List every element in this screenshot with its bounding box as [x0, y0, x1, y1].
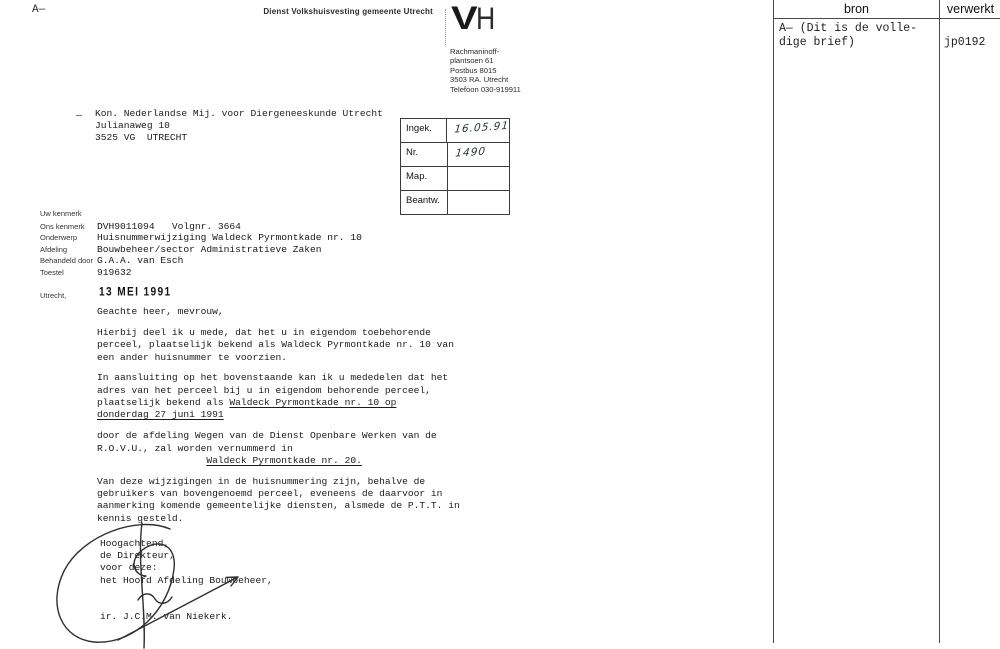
- sender-address-line: Postbus 8015: [450, 65, 497, 75]
- bron-annotation-line: dige brief): [779, 35, 855, 49]
- recipient-address-line: 3525 VG UTRECHT: [95, 131, 188, 143]
- archive-header-underline: [773, 18, 1000, 19]
- archive-column-right-line: [939, 0, 940, 643]
- body-text: door de afdeling Wegen van de Dienst Openbare Werken van de: [97, 430, 437, 442]
- logo-divider-dotted-line: [445, 9, 446, 45]
- body-text: [97, 455, 206, 466]
- logo-letter-v: V: [451, 0, 478, 37]
- vh-logo: [451, 2, 502, 42]
- closing-line: voor deze:: [100, 562, 158, 574]
- body-line: [97, 500, 460, 512]
- meta-label: Behandeld door: [40, 256, 93, 266]
- body-text: adres van het perceel bij u in eigendom behorende perceel,: [97, 384, 431, 396]
- recipient-margin-dash: —: [76, 111, 83, 122]
- stamp-row-label: Nr.: [401, 143, 448, 166]
- sender-address-line: 3503 RA. Utrecht: [450, 75, 509, 85]
- body-line: [97, 306, 460, 318]
- recipient-address-line: Kon. Nederlandse Mij. voor Diergeneeskunde Utrecht: [95, 108, 383, 119]
- body-line: [97, 430, 460, 442]
- meta-label: Toestel: [40, 267, 64, 277]
- recipient-address: [95, 108, 383, 143]
- body-line: [97, 409, 460, 421]
- sender-address-line: Telefoon 030-919911: [450, 84, 521, 94]
- body-text: perceel, plaatselijk bekend als Waldeck Pyrmontkade nr. 10 van: [97, 339, 454, 351]
- margin-mark: A—: [32, 4, 46, 16]
- stamp-row: [401, 119, 509, 143]
- stamp-row-label: Ingek.: [401, 119, 447, 142]
- letter-body: [97, 306, 460, 534]
- body-text: een ander huisnummer te voorzien.: [97, 351, 287, 363]
- meta-row: [40, 267, 362, 279]
- body-text: R.O.V.U., zal worden vernummerd in: [97, 442, 293, 454]
- body-paragraph: [97, 327, 460, 364]
- archive-column-left-line: [773, 0, 774, 643]
- body-line: [97, 443, 460, 455]
- letter-meta-block: [40, 209, 362, 279]
- verwerkt-code: jp0192: [944, 36, 986, 49]
- recipient-address-line: Julianaweg 10: [95, 119, 170, 131]
- body-text: kennis gesteld.: [97, 512, 184, 524]
- body-text: In aansluiting op het bovenstaande kan ik u mededelen dat het: [97, 372, 449, 384]
- signer-name: ir. J.C.M. van Niekerk.: [100, 611, 233, 622]
- meta-row: [40, 221, 362, 233]
- stamp-row: [401, 191, 509, 214]
- body-text: Van deze wijzigingen in de huisnummering zijn, behalve de: [97, 475, 426, 487]
- stamp-row: [401, 167, 509, 191]
- department-name: Dienst Volkshuisvesting gemeente Utrecht: [263, 7, 433, 16]
- signature-scribble: [38, 513, 278, 649]
- stamp-row-handwritten-value: 1490: [454, 145, 487, 160]
- body-line: [97, 455, 460, 467]
- stamp-row: [401, 143, 509, 167]
- logo-letter-h: H: [475, 1, 495, 36]
- body-paragraph: [97, 372, 460, 422]
- underlined-text: donderdag 27 juni 1991: [97, 409, 224, 421]
- underlined-text: Waldeck Pyrmontkade nr. 10 op: [229, 397, 397, 409]
- sender-address-line: Rachmaninoff-: [450, 47, 500, 56]
- place-label: Utrecht,: [40, 291, 67, 300]
- body-text: aanmerking komende gemeentelijke diensten, alsmede de P.T.T. in: [97, 500, 460, 512]
- meta-row: [40, 209, 362, 221]
- body-line: [97, 352, 460, 364]
- meta-label: Onderwerp: [40, 233, 78, 243]
- stamp-row-handwritten-value: 16.05.91: [453, 119, 510, 136]
- body-line: [97, 327, 460, 339]
- body-line: [97, 385, 460, 397]
- body-text: Hierbij deel ik u mede, dat het u in eigendom toebehorende: [97, 326, 431, 338]
- body-line: [97, 372, 460, 384]
- body-line: [97, 339, 460, 351]
- meta-value: Huisnummerwijziging Waldeck Pyrmontkade nr. 10: [97, 232, 362, 244]
- bron-column-header: bron: [843, 2, 870, 16]
- body-line: [97, 488, 460, 500]
- bron-annotation-line: A— (Dit is de volle-: [779, 22, 918, 35]
- meta-label: Ons kenmerk: [40, 221, 85, 231]
- stamp-row-handwritten-value: [447, 189, 510, 216]
- meta-value: 919632: [97, 266, 132, 278]
- meta-value: DVH9011094 Volgnr. 3664: [97, 220, 241, 232]
- meta-value: G.A.A. van Esch: [97, 255, 184, 267]
- closing-line: het Hoofd Afdeling Bouwbeheer,: [100, 574, 273, 586]
- meta-row: [40, 232, 362, 244]
- meta-value: Bouwbeheer/sector Administratieve Zaken: [97, 243, 322, 255]
- body-text: Geachte heer, mevrouw,: [97, 306, 224, 317]
- meta-row: [40, 255, 362, 267]
- body-line: [97, 476, 460, 488]
- meta-label: Afdeling: [40, 244, 68, 254]
- verwerkt-column-header: verwerkt: [946, 2, 995, 16]
- body-line: [97, 397, 460, 409]
- meta-row: [40, 244, 362, 256]
- closing-line: Hoogachtend,: [100, 538, 170, 549]
- meta-label: Uw kenmerk: [40, 209, 82, 218]
- sender-address-line: plantsoen 61: [450, 56, 494, 66]
- date-stamp: 13 MEI 1991: [99, 286, 172, 299]
- body-paragraph: [97, 306, 460, 318]
- body-paragraph: [97, 430, 460, 467]
- closing-line: de Direkteur,: [100, 550, 175, 562]
- stamp-row-label: Map.: [401, 167, 448, 190]
- sender-address: [450, 47, 521, 94]
- stamp-row-handwritten-value: [447, 165, 510, 192]
- body-text: plaatselijk bekend als: [97, 397, 230, 409]
- bron-annotation: [779, 22, 917, 49]
- stamp-row-label: Beantw.: [401, 191, 448, 214]
- body-text: gebruikers van bovengenoemd perceel, eveneens de daarvoor in: [97, 488, 443, 500]
- underlined-text: Waldeck Pyrmontkade nr. 20.: [206, 454, 362, 466]
- registration-stamp-box: [400, 118, 510, 215]
